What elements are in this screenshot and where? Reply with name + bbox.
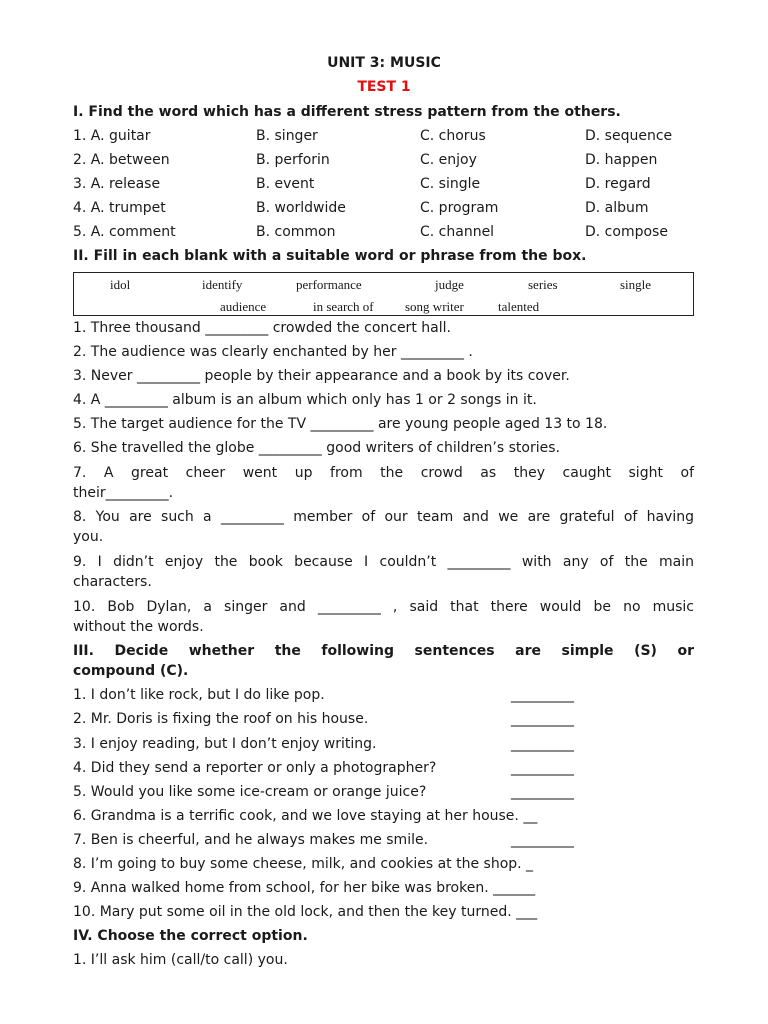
fill-question: 8. You are such a _________ member of our team and we are grateful of having	[73, 509, 694, 525]
sentence-item: 3. I enjoy reading, but I don’t enjoy writing.	[73, 736, 377, 752]
option-c: C. channel	[420, 224, 495, 240]
stress-question-row	[73, 150, 694, 170]
sentence-item: 7. Ben is cheerful, and he always makes me smile.	[73, 832, 429, 848]
option-b: B. singer	[256, 128, 318, 144]
option-d: D. sequence	[585, 128, 673, 144]
stress-question-row	[73, 222, 694, 242]
word-box-item: judge	[435, 277, 464, 292]
option-c: C. chorus	[420, 128, 486, 144]
option-b: B. common	[256, 224, 336, 240]
test-subtitle: TEST 1	[357, 79, 411, 95]
answer-blank: _________	[511, 784, 574, 800]
answer-blank: _________	[511, 711, 574, 727]
section-1-heading: I. Find the word which has a different stress pattern from the others.	[73, 104, 621, 120]
fill-question: 4. A _________ album is an album which only has 1 or 2 songs in it.	[73, 392, 537, 408]
option-d: D. happen	[585, 152, 658, 168]
answer-blank: _________	[511, 760, 574, 776]
option-d: D. compose	[585, 224, 668, 240]
stress-question-row	[73, 174, 694, 194]
word-box-item: in search of	[313, 299, 374, 314]
section-3-heading-continued: compound (C).	[73, 663, 189, 679]
fill-question-continued: without the words.	[73, 619, 204, 635]
stress-question-row	[73, 198, 694, 218]
answer-blank: _________	[511, 736, 574, 752]
answer-blank: _________	[511, 687, 574, 703]
word-box-item: identify	[202, 277, 243, 292]
word-box-item: performance	[296, 277, 362, 292]
section-4-heading: IV. Choose the correct option.	[73, 928, 308, 944]
fill-question: 7. A great cheer went up from the crowd as they caught sight of	[73, 465, 694, 481]
page-title: UNIT 3: MUSIC	[327, 55, 441, 71]
answer-blank: _________	[511, 832, 574, 848]
word-box-item: audience	[220, 299, 267, 314]
section-2-heading: II. Fill in each blank with a suitable word or phrase from the box.	[73, 248, 587, 264]
word-box-item: talented	[498, 299, 540, 314]
choice-question: 1. I’ll ask him (call/to call) you.	[73, 952, 288, 968]
word-box-item: idol	[110, 277, 131, 292]
sentence-item: 6. Grandma is a terrific cook, and we love staying at her house. __	[73, 808, 538, 824]
sentence-item: 9. Anna walked home from school, for her bike was broken. ______	[73, 880, 536, 896]
option-b: B. perforin	[256, 152, 330, 168]
fill-question-continued: characters.	[73, 574, 152, 590]
option-c: C. program	[420, 200, 499, 216]
stress-question-row	[73, 126, 694, 146]
option-c: C. enjoy	[420, 152, 477, 168]
fill-question: 6. She travelled the globe _________ good writers of children’s stories.	[73, 440, 560, 456]
option-c: C. single	[420, 176, 481, 192]
fill-question: 5. The target audience for the TV _________ are young people aged 13 to 18.	[73, 416, 608, 432]
sentence-item: 5. Would you like some ice-cream or orange juice?	[73, 784, 427, 800]
sentence-item: 1. I don’t like rock, but I do like pop.	[73, 687, 325, 703]
fill-question-continued: you.	[73, 529, 104, 545]
sentence-item: 10. Mary put some oil in the old lock, and then the key turned. ___	[73, 904, 538, 920]
word-box-item: single	[620, 277, 652, 292]
sentence-item: 4. Did they send a reporter or only a photographer?	[73, 760, 437, 776]
fill-question: 2. The audience was clearly enchanted by her _________ .	[73, 344, 473, 360]
option-a: 4. A. trumpet	[73, 200, 166, 216]
option-b: B. event	[256, 176, 315, 192]
option-d: D. album	[585, 200, 649, 216]
fill-question: 9. I didn’t enjoy the book because I couldn’t _________ with any of the main	[73, 554, 694, 570]
option-a: 5. A. comment	[73, 224, 176, 240]
word-box	[73, 272, 694, 316]
fill-question: 3. Never _________ people by their appearance and a book by its cover.	[73, 368, 570, 384]
fill-question-continued: their_________.	[73, 485, 174, 501]
word-box-item: series	[528, 277, 558, 292]
option-a: 3. A. release	[73, 176, 161, 192]
sentence-item: 8. I’m going to buy some cheese, milk, and cookies at the shop. _	[73, 856, 534, 872]
option-b: B. worldwide	[256, 200, 346, 216]
option-a: 2. A. between	[73, 152, 170, 168]
sentence-item: 2. Mr. Doris is fixing the roof on his house.	[73, 711, 369, 727]
option-d: D. regard	[585, 176, 651, 192]
option-a: 1. A. guitar	[73, 128, 151, 144]
section-3-heading: III. Decide whether the following sentences are simple (S) or	[73, 643, 694, 659]
word-box-item: song writer	[405, 299, 464, 314]
fill-question: 1. Three thousand _________ crowded the concert hall.	[73, 320, 451, 336]
fill-question: 10. Bob Dylan, a singer and _________ , said that there would be no music	[73, 599, 694, 615]
